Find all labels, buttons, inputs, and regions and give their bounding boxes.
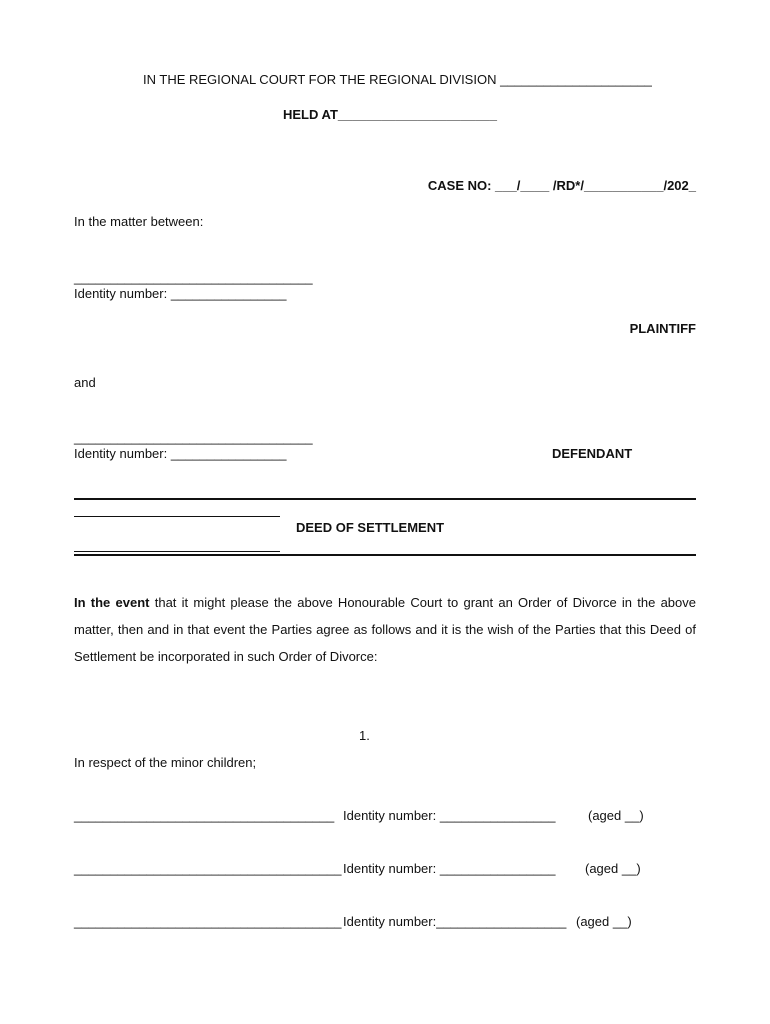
plaintiff-label: PLAINTIFF: [629, 321, 696, 336]
court-line: IN THE REGIONAL COURT FOR THE REGIONAL DIVISION _____________________: [143, 72, 652, 87]
clause-intro: In respect of the minor children;: [74, 755, 257, 770]
and-text: and: [74, 375, 96, 390]
child-name-blank: _____________________________________: [74, 861, 342, 876]
defendant-identity: Identity number: ________________: [74, 446, 287, 461]
document-title: DEED OF SETTLEMENT: [296, 520, 445, 535]
title-rule-top: [74, 498, 696, 500]
plaintiff-identity: Identity number: ________________: [74, 286, 287, 301]
preamble-text: that it might please the above Honourable Court to grant an Order of Divorce in the above matter, then and in that event the Parties agree as follows and it is the wish of the Parties that this Deed of Settlement be incorporated in such Order of Divorce:: [74, 595, 696, 664]
defendant-name-blank: _________________________________: [74, 430, 313, 445]
child-name-blank: _____________________________________: [74, 914, 342, 929]
child-age: (aged __): [585, 861, 641, 876]
child-identity: Identity number: ________________: [343, 861, 556, 876]
title-short-rule-top: [74, 516, 280, 517]
matter-intro: In the matter between:: [74, 214, 204, 229]
clause-number: 1.: [359, 728, 370, 743]
preamble-lead: In the event: [74, 595, 150, 610]
child-age: (aged __): [588, 808, 644, 823]
plaintiff-name-blank: _________________________________: [74, 270, 313, 285]
child-name-blank: ____________________________________: [74, 808, 335, 823]
child-identity: Identity number:__________________: [343, 914, 567, 929]
title-short-rule-bottom: [74, 551, 280, 552]
child-identity: Identity number: ________________: [343, 808, 556, 823]
case-number: CASE NO: ___/____ /RD*/___________/202_: [427, 178, 696, 193]
child-age: (aged __): [576, 914, 632, 929]
preamble-paragraph: [74, 589, 696, 670]
defendant-label: DEFENDANT: [552, 446, 633, 461]
title-rule-bottom: [74, 554, 696, 556]
held-at: HELD AT______________________: [283, 107, 497, 122]
